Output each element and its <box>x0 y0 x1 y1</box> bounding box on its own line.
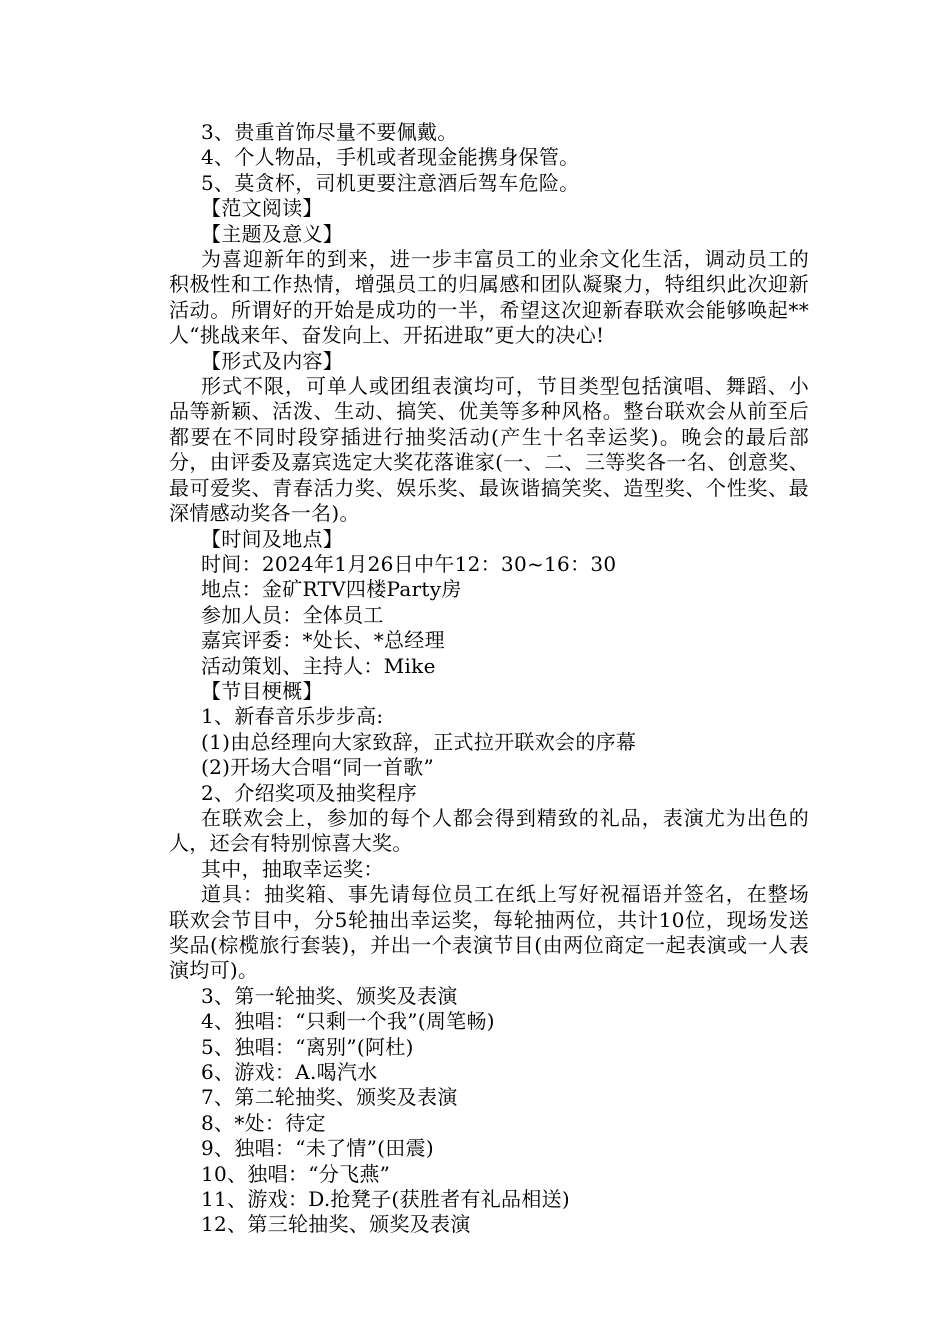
attendees-line: 参加人员：全体员工 <box>201 602 384 627</box>
program-item: 1、新春音乐步步高: <box>201 704 384 729</box>
lucky-draw-line: 其中，抽取幸运奖： <box>201 856 384 881</box>
program-item: 10、独唱：“分飞燕” <box>201 1161 391 1186</box>
program-item: 12、第三轮抽奖、颁奖及表演 <box>201 1212 471 1237</box>
program-item: 9、独唱：“未了情”(田震) <box>201 1136 434 1161</box>
program-item: 5、独唱：“离别”(阿杜) <box>201 1034 414 1059</box>
program-subitem: (1)由总经理向大家致辞，正式拉开联欢会的序幕 <box>201 729 637 754</box>
note-item: 5、莫贪杯，司机更要注意酒后驾车危险。 <box>201 170 580 195</box>
time-line: 时间：2024年1月26日中午12：30~16：30 <box>201 551 617 576</box>
section-heading: 【主题及意义】 <box>201 221 344 246</box>
host-line: 活动策划、主持人：Mike <box>201 653 436 678</box>
note-item: 4、个人物品，手机或者现金能携身保管。 <box>201 145 580 170</box>
program-item: 8、*处：待定 <box>201 1110 326 1135</box>
section-heading: 【范文阅读】 <box>201 196 323 221</box>
section-heading: 【形式及内容】 <box>201 348 344 373</box>
program-item: 2、介绍奖项及抽奖程序 <box>201 780 418 805</box>
judges-line: 嘉宾评委：*处长、*总经理 <box>201 628 445 653</box>
program-item: 6、游戏：A.喝汽水 <box>201 1060 378 1085</box>
section-heading: 【节目梗概】 <box>201 678 323 703</box>
document-page <box>169 120 809 1238</box>
note-item: 3、贵重首饰尽量不要佩戴。 <box>201 120 458 144</box>
program-item: 3、第一轮抽奖、颁奖及表演 <box>201 983 458 1008</box>
theme-paragraph: 为喜迎新年的到来，进一步丰富员工的业余文化生活，调动员工的积极性和工作热情，增强员工的归属感和团队凝聚力，特组织此次迎新活动。所谓好的开始是成功的一半，希望这次迎新春联欢会能够唤起**人“挑战来年、奋发向上、开拓进取”更大的决心! <box>169 247 809 348</box>
program-item: 11、游戏：D.抢凳子(获胜者有礼品相送) <box>201 1187 571 1212</box>
props-paragraph: 道具：抽奖箱、事先请每位员工在纸上写好祝福语并签名，在整场联欢会节目中，分5轮抽出幸运奖，每轮抽两位，共计10位，现场发送奖品(棕榄旅行套装)，并出一个表演节目(由两位商定一起表演或一人表演均可)。 <box>169 882 809 983</box>
form-paragraph: 形式不限，可单人或团组表演均可，节目类型包括演唱、舞蹈、小品等新颖、活泼、生动、搞笑、优美等多种风格。整台联欢会从前至后都要在不同时段穿插进行抽奖活动(产生十名幸运奖)。晚会的最后部分，由评委及嘉宾选定大奖花落谁家(一、二、三等奖各一名、创意奖、最可爱奖、青春活力奖、娱乐奖、最诙谐搞笑奖、造型奖、个性奖、最深情感动奖各一名)。 <box>169 374 809 526</box>
program-subitem: (2)开场大合唱“同一首歌” <box>201 755 434 780</box>
place-line: 地点：金矿RTV四楼Party房 <box>201 577 462 602</box>
program-item: 7、第二轮抽奖、颁奖及表演 <box>201 1085 458 1110</box>
gift-paragraph: 在联欢会上，参加的每个人都会得到精致的礼品，表演尤为出色的人，还会有特别惊喜大奖。 <box>169 805 809 856</box>
program-item: 4、独唱：“只剩一个我”(周笔畅) <box>201 1009 495 1034</box>
section-heading: 【时间及地点】 <box>201 526 344 551</box>
